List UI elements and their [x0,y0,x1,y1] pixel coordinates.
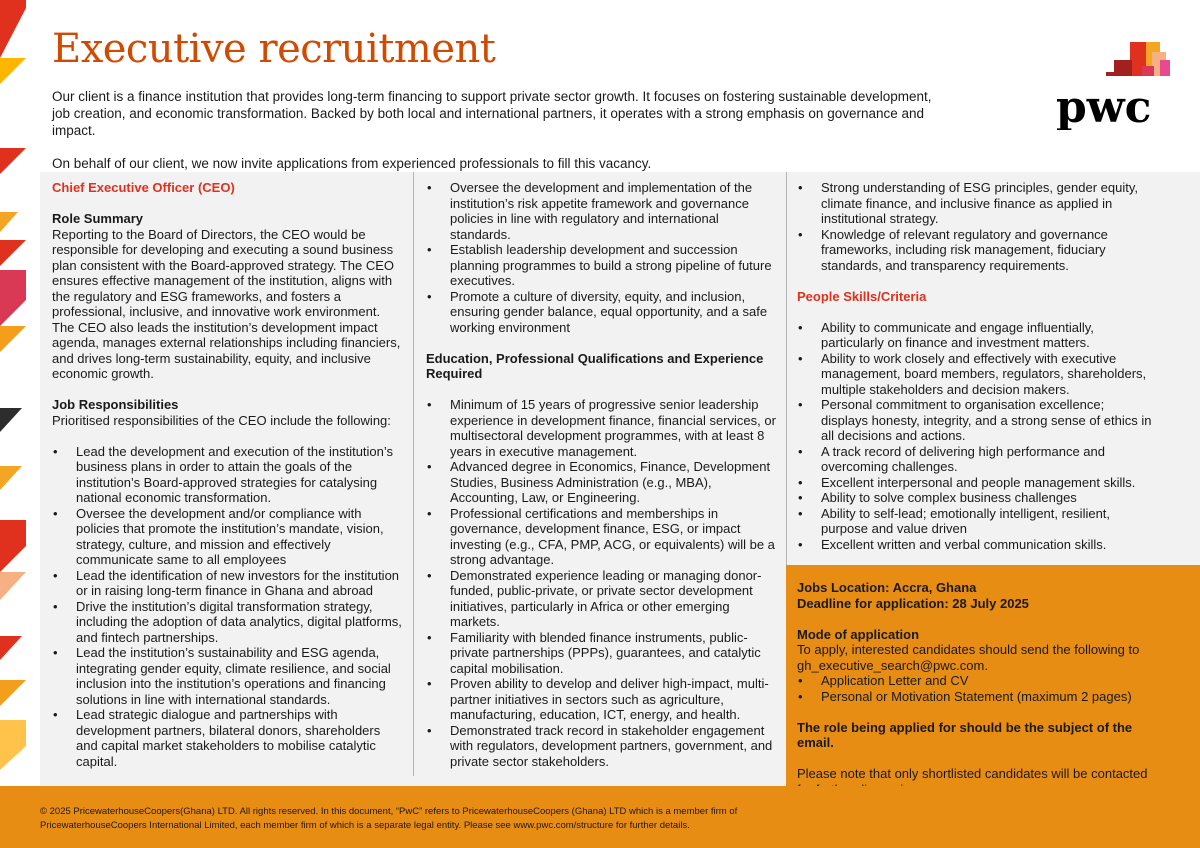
chevron-shape [0,408,22,432]
list-item: • Lead the identification of new investors for the institution or in raising long-term finance in Ghana and abroad [52,568,404,599]
job-location: Jobs Location: Accra, Ghana [797,580,977,595]
list-item: • Ability to self-lead; emotionally intelligent, resilient, purpose and value driven [797,506,1152,537]
application-deadline: Deadline for application: 28 July 2025 [797,595,1029,611]
job-responsibilities-heading: Job Responsibilities [52,397,179,412]
application-items-list [797,673,1157,704]
mode-of-application-heading: Mode of application [797,626,920,642]
chevron-shape [0,0,26,58]
list-item: • Application Letter and CV [797,673,1157,689]
list-item: • Professional certifications and memberships in governance, development finance, ESG, or impact investing (e.g., CFA, PMP, ACG, or equivalents) will be a strong advantage. [426,506,776,568]
application-details [797,580,1157,797]
education-list [426,397,776,769]
list-item: • Excellent interpersonal and people management skills. [797,475,1152,491]
shortlist-note: Please note that only shortlisted candidates will be contacted [797,766,1148,781]
chevron-shape [0,270,26,326]
column-3 [797,180,1152,552]
chevron-shape [0,466,22,490]
list-item: • Lead strategic dialogue and partnerships with development partners, bilateral donors, shareholders and capital market stakeholders to mobilise catalytic capital. [52,707,404,769]
column-divider [786,172,787,565]
page-title: Executive recruitment [52,26,496,72]
logo-wordmark: pwc [1056,82,1152,130]
list-item: • Strong understanding of ESG principles, gender equity, climate finance, and inclusive finance as applied in institutional strategy. [797,180,1152,227]
list-item: • A track record of delivering high performance and overcoming challenges. [797,444,1152,475]
subject-note: The role being applied for should be the subject of the email. [797,719,1133,750]
chevron-shape [0,680,26,706]
list-item: • Ability to work closely and effectively with executive management, board members, regulators, shareholders, multiple stakeholders and decision makers. [797,351,1152,398]
chevron-shape [0,636,22,660]
list-item: • Advanced degree in Economics, Finance, Development Studies, Business Administration (e.g., MBA), Accounting, Law, or Engineering. [426,459,776,506]
list-item: • Knowledge of relevant regulatory and governance frameworks, including risk management, fiduciary standards, and transparency requirements. [797,227,1152,274]
pwc-logo [1050,38,1180,130]
footer-legal-text: © 2025 PricewaterhouseCoopers(Ghana) LTD. All rights reserved. In this document, “PwC” refers to PricewaterhouseCoopers (Ghana) LTD which is a member firm of PricewaterhouseCoopers International Limited, each member firm of which is a separate legal entity. Please see www.pwc.com/structure for further details. [40,806,738,831]
list-item: • Oversee the development and/or compliance with policies that promote the institution’s mandate, vision, strategy, culture, and mission and effectively communicate same to all employees [52,506,404,568]
intro-paragraph: Our client is a finance institution that provides long-term financing to support private sector growth. It focuses on fostering sustainable development, job creation, and economic transformation. Backed by both local and international partners, it operates with a strong emphasis on governance and impact. [52,89,932,138]
chevron-shape [0,58,26,84]
chevron-shape [0,212,18,232]
list-item: • Demonstrated track record in stakeholder engagement with regulators, development partners, government, and private sector stakeholders. [426,723,776,770]
role-summary-heading: Role Summary [52,211,144,226]
list-item: • Proven ability to develop and deliver high-impact, multi-partner initiatives in sectors such as agriculture, manufacturing, education, ICT, energy, and health. [426,676,776,723]
responsibilities-list [52,444,404,770]
intro-paragraph: On behalf of our client, we now invite applications from experienced professionals to fill this vacancy. [52,156,652,171]
list-item: • Excellent written and verbal communication skills. [797,537,1152,553]
list-item: • Ability to communicate and engage influentially, particularly on finance and investment matters. [797,320,1152,351]
job-responsibilities-intro: Prioritised responsibilities of the CEO include the following: [52,412,391,428]
column-2 [426,180,776,769]
education-heading: Education, Professional Qualifications and Experience Required [426,350,764,381]
mode-of-application-text: To apply, interested candidates should send the following to gh_executive_search@pwc.com. [797,642,1140,673]
list-item: • Ability to solve complex business challenges [797,490,1152,506]
column-divider [413,172,414,776]
chevron-shape [0,240,26,266]
responsibilities-list-continued [426,180,776,335]
role-summary-text: Reporting to the Board of Directors, the CEO would be responsible for developing and executing a sound business plan consistent with the Board-approved strategy. The CEO ensures effective management of the institution, aligns with the regulatory and ESG frameworks, and fosters a professional, inclusive, and innovative work environment. The CEO also leads the institution’s development impact agenda, manages external relationships including financiers, and drives long-term sustainability, equity, and inclusive economic growth. [52,226,401,381]
people-skills-heading: People Skills/Criteria [797,288,927,304]
chevron-shape [0,572,26,600]
logo-blocks [1106,42,1170,76]
column-1 [52,180,404,769]
chevron-shape [0,520,26,572]
list-item: • Demonstrated experience leading or managing donor-funded, public-private, or private sector development initiatives, particularly in Africa or other emerging markets. [426,568,776,630]
decorative-chevron-strip [0,0,40,790]
list-item: • Lead the development and execution of the institution’s business plans in order to attain the goals of the institution’s Board-approved strategies for catalysing national economic transformation. [52,444,404,506]
education-list-continued [797,180,1152,273]
list-item: • Personal commitment to organisation excellence; displays honesty, integrity, and a strong sense of ethics in all decisions and actions. [797,397,1152,444]
list-item: • Lead the institution’s sustainability and ESG agenda, integrating gender equity, climate resilience, and social inclusion into the institution’s operations and financing solutions in line with international standards. [52,645,404,707]
people-skills-list [797,320,1152,553]
list-item: • Promote a culture of diversity, equity, and inclusion, ensuring gender balance, equal opportunity, and a safe working environment [426,289,776,336]
list-item: • Establish leadership development and succession planning programmes to build a strong pipeline of future executives. [426,242,776,289]
chevron-shape [0,720,26,770]
list-item: • Familiarity with blended finance instruments, public-private partnerships (PPPs), guarantees, and catalytic capital mobilisation. [426,630,776,677]
position-title: Chief Executive Officer (CEO) [52,180,235,195]
list-item: • Personal or Motivation Statement (maximum 2 pages) [797,689,1157,705]
chevron-shape [0,326,26,352]
list-item: • Minimum of 15 years of progressive senior leadership experience in development finance, financial services, or multisectoral development programmes, with at least 8 years in executive management. [426,397,776,459]
chevron-shape [0,148,26,174]
list-item: • Oversee the development and implementation of the institution’s risk appetite framework and governance policies in line with regulatory and international standards. [426,180,776,242]
list-item: • Drive the institution’s digital transformation strategy, including the adoption of data analytics, digital platforms, and fintech partnerships. [52,599,404,646]
